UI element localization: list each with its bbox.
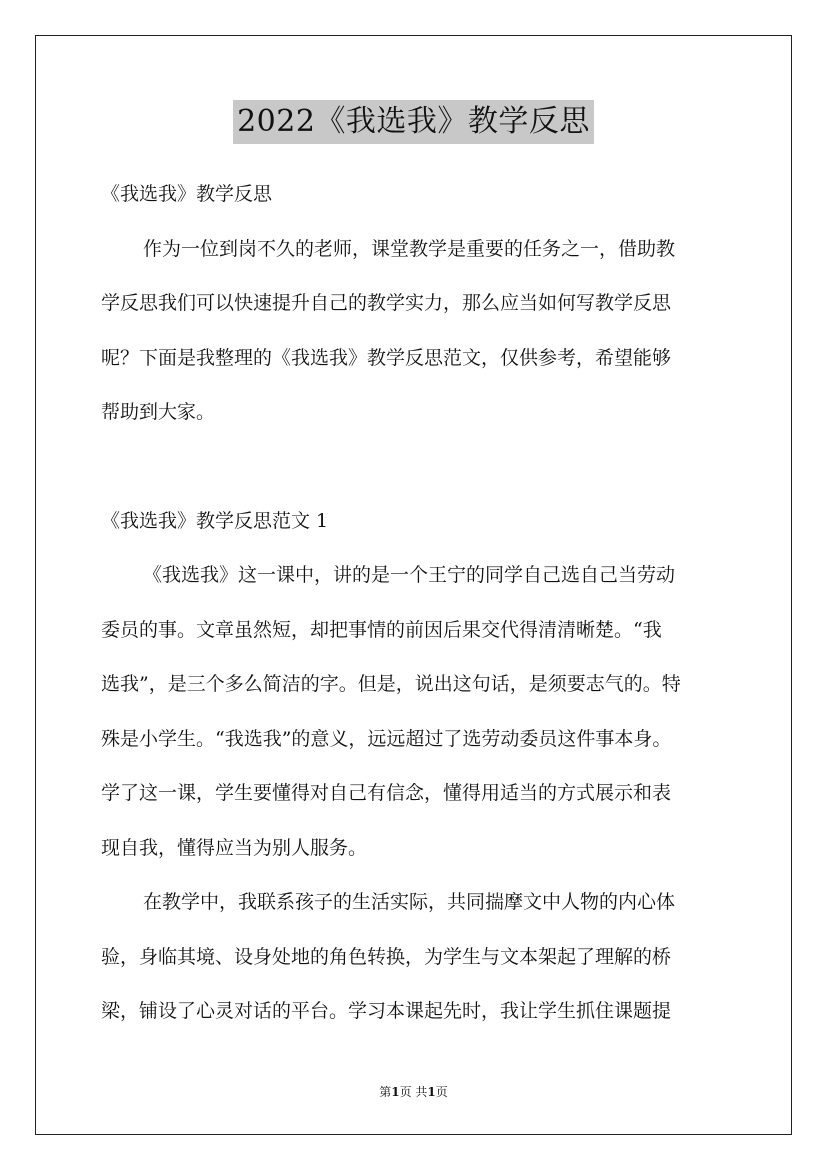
paragraph-line: 委员的事。文章虽然短，却把事情的前因后果交代得清清晰楚。“我 [101,618,662,641]
footer-page-prefix: 第 [379,1085,392,1099]
document-title: 2022《我选我》教学反思 [233,100,594,144]
paragraph-line: 梁，铺设了心灵对话的平台。学习本课起先时，我让学生抓住课题提 [101,1000,672,1022]
document-body [101,172,727,1044]
intro-line: 帮助到大家。 [101,401,216,423]
section-heading: 《我选我》教学反思范文 1 [101,509,329,532]
paragraph-line: 殊是小学生。“我选我”的意义，远远超过了选劳动委员这件事本身。 [101,727,672,750]
footer-page-mid: 页 共 [399,1085,428,1099]
paragraph-line: 现自我，懂得应当为别人服务。 [101,836,368,859]
document-subtitle: 《我选我》教学反思 [101,183,273,205]
paragraph-line: 在教学中，我联系孩子的生活实际，共同揣摩文中人物的内心体 [143,891,676,913]
paragraph-line: 验，身临其境、设身处地的角色转换，为学生与文本架起了理解的桥 [101,945,672,968]
footer-page-current: 1 [391,1085,400,1099]
paragraph-line: 学了这一课，学生要懂得对自己有信念，懂得用适当的方式展示和表 [101,782,672,804]
page-footer [0,1083,827,1100]
footer-page-total: 1 [427,1085,436,1099]
paragraph-line: 选我”，是三个多么简洁的字。但是，说出这句话，是须要志气的。特 [101,673,681,695]
intro-line: 学反思我们可以快速提升自己的教学实力，那么应当如何写教学反思 [101,292,672,314]
title-container [0,100,827,144]
paragraph-line: 《我选我》这一课中，讲的是一个王宁的同学自己选自己当劳动 [143,564,676,586]
footer-page-suffix: 页 [435,1085,448,1099]
intro-line: 呢？下面是我整理的《我选我》教学反思范文，仅供参考，希望能够 [101,346,672,369]
intro-line: 作为一位到岗不久的老师，课堂教学是重要的任务之一，借助教 [143,237,676,260]
